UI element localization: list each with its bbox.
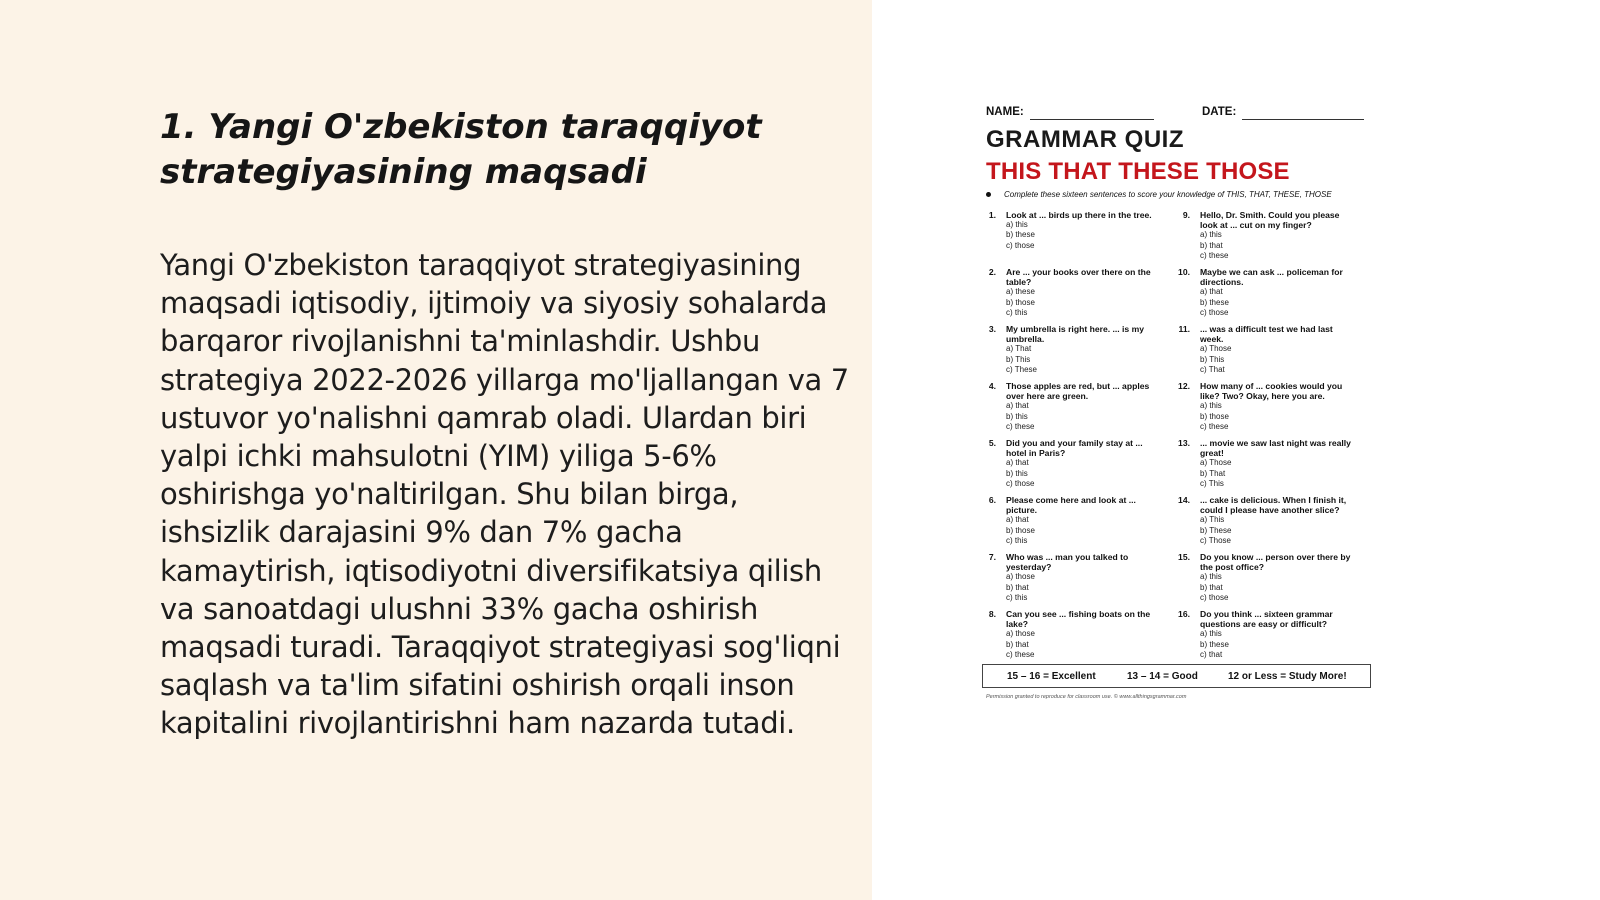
question-text: ... was a difficult test we had last week. [1200,324,1333,345]
option-b: b) those [1006,525,1035,535]
question-number: 14. [1178,495,1190,505]
option-a: a) That [1006,344,1032,354]
option-a: a) those [1006,629,1035,639]
question-number: 13. [1178,438,1190,448]
quiz-question [982,381,1162,432]
question-number: 1. [988,210,996,220]
name-line [1030,119,1154,120]
question-number: 3. [988,324,996,334]
option-c: c) that [1200,649,1223,659]
score-good: 13 – 14 = Good [1127,671,1198,682]
quiz-question [982,210,1162,251]
question-text: Please come here and look at ... picture. [1006,495,1136,516]
question-number: 9. [1182,210,1190,220]
option-c: c) this [1006,307,1028,317]
quiz-question [982,438,1162,489]
option-c: c) These [1006,364,1037,374]
slide-body-text: Yangi O'zbekiston taraqqiyot strategiyasining maqsadi iqtisodiy, ijtimoiy va siyosiy sohalarda barqaror rivojlanishni ta'minlashdir. Ushbu strategiya 2022-2026 yillarga mo'ljallangan va 7 ustuvor yo'nalishni qamrab oladi. Ulardan biri yalpi ichki mahsulotni (YIM) yiliga 5-6% oshirishga yo'naltirilgan. Shu bilan birga, ishsizlik darajasini 9% dan 7% gacha kamaytirish, iqtisodiyotni diversifikatsiya qilish va sanoatdagi ulushni 33% gacha oshirish maqsadi turadi. Taraqqiyot strategiyasi sog'liqni saqlash va ta'lim sifatini oshirish orqali inson kapitalini rivojlantirishni ham nazarda tutadi. [160,248,849,741]
option-c: c) this [1006,535,1028,545]
date-line [1242,119,1364,120]
worksheet-title: GRAMMAR QUIZ [986,126,1184,153]
question-number: 8. [988,609,996,619]
question-number: 15. [1178,552,1190,562]
option-b: b) that [1200,582,1223,592]
quiz-question [1176,381,1356,432]
question-text: Can you see ... fishing boats on the lake? [1006,609,1151,630]
question-number: 10. [1178,267,1190,277]
option-b: b) this [1006,468,1028,478]
question-text: Hello, Dr. Smith. Could you please look at ... cut on my finger? [1200,210,1340,231]
score-excellent: 15 – 16 = Excellent [1007,671,1096,682]
option-b: b) that [1006,582,1029,592]
worksheet-header [986,106,1366,122]
question-text: ... movie we saw last night was really great! [1200,438,1351,459]
quiz-question [982,609,1162,660]
quiz-question [1176,609,1356,660]
option-c: c) That [1200,364,1225,374]
question-text: Are ... your books over there on the table? [1006,267,1151,288]
question-text: Do you think ... sixteen grammar questions are easy or difficult? [1200,609,1333,630]
option-c: c) This [1200,478,1224,488]
option-a: a) this [1200,629,1222,639]
option-a: a) these [1006,287,1035,297]
question-text: My umbrella is right here. ... is my umbrella. [1006,324,1145,345]
question-number: 6. [988,495,996,505]
question-text: How many of ... cookies would you like? Two? Okay, here you are. [1200,381,1343,402]
option-b: b) those [1006,297,1035,307]
option-b: b) this [1006,411,1028,421]
quiz-question [1176,210,1356,261]
option-c: c) these [1200,421,1229,431]
slide-title: 1. Yangi O'zbekiston taraqqiyot strategiyasining maqsadi [160,107,762,192]
option-b: b) that [1006,639,1029,649]
option-c: c) those [1200,592,1229,602]
option-b: b) This [1200,354,1225,364]
quiz-question [1176,552,1356,603]
name-label: NAME: [986,106,1024,118]
quiz-question [1176,438,1356,489]
option-a: a) Those [1200,344,1232,354]
quiz-question [1176,495,1356,546]
question-number: 5. [988,438,996,448]
question-text: Maybe we can ask ... policeman for directions. [1200,267,1343,288]
option-b: b) these [1200,639,1229,649]
question-text: Look at ... birds up there in the tree. [1006,210,1152,220]
option-b: b) This [1006,354,1031,364]
option-b: b) those [1200,411,1229,421]
option-c: c) this [1006,592,1028,602]
question-text: Those apples are red, but ... apples over here are green. [1006,381,1150,402]
option-b: b) that [1200,240,1223,250]
option-b: b) these [1200,297,1229,307]
option-a: a) those [1006,572,1035,582]
question-number: 4. [988,381,996,391]
option-b: b) That [1200,468,1226,478]
question-number: 7. [988,552,996,562]
question-number: 16. [1178,609,1190,619]
option-c: c) those [1006,240,1035,250]
bullet-icon [986,192,991,197]
option-a: a) this [1006,220,1028,230]
score-box [982,664,1371,688]
option-a: a) This [1200,515,1225,525]
option-c: c) these [1006,421,1035,431]
option-c: c) those [1006,478,1035,488]
question-number: 11. [1178,324,1190,334]
option-a: a) that [1006,458,1029,468]
quiz-question [1176,267,1356,318]
quiz-question [982,324,1162,375]
option-c: c) these [1006,649,1035,659]
option-a: a) this [1200,230,1222,240]
permission-note: Permission granted to reproduce for classroom use. © www.allthingsgrammar.com [986,694,1187,700]
question-text: Did you and your family stay at ... hotel in Paris? [1006,438,1143,459]
question-number: 2. [988,267,996,277]
option-a: a) that [1200,287,1223,297]
worksheet-instruction [986,190,1366,199]
quiz-question [1176,324,1356,375]
grammar-quiz-worksheet-image [980,104,1370,704]
option-a: a) this [1200,572,1222,582]
quiz-question [982,552,1162,603]
score-study-more: 12 or Less = Study More! [1228,671,1347,682]
question-text: ... cake is delicious. When I finish it, could I please have another slice? [1200,495,1347,516]
option-a: a) that [1006,515,1029,525]
option-a: a) this [1200,401,1222,411]
quiz-question [982,495,1162,546]
question-text: Do you know ... person over there by the post office? [1200,552,1351,573]
instruction-text: Complete these sixteen sentences to score your knowledge of THIS, THAT, THESE, THOSE [1004,190,1332,199]
date-label: DATE: [1202,106,1237,118]
question-number: 12. [1178,381,1190,391]
option-a: a) Those [1200,458,1232,468]
option-c: c) those [1200,307,1229,317]
question-text: Who was ... man you talked to yesterday? [1006,552,1129,573]
option-b: b) these [1006,230,1035,240]
quiz-question [982,267,1162,318]
option-c: c) Those [1200,535,1231,545]
option-c: c) these [1200,250,1229,260]
option-b: b) These [1200,525,1232,535]
option-a: a) that [1006,401,1029,411]
worksheet-subtitle: THIS THAT THESE THOSE [986,158,1290,185]
